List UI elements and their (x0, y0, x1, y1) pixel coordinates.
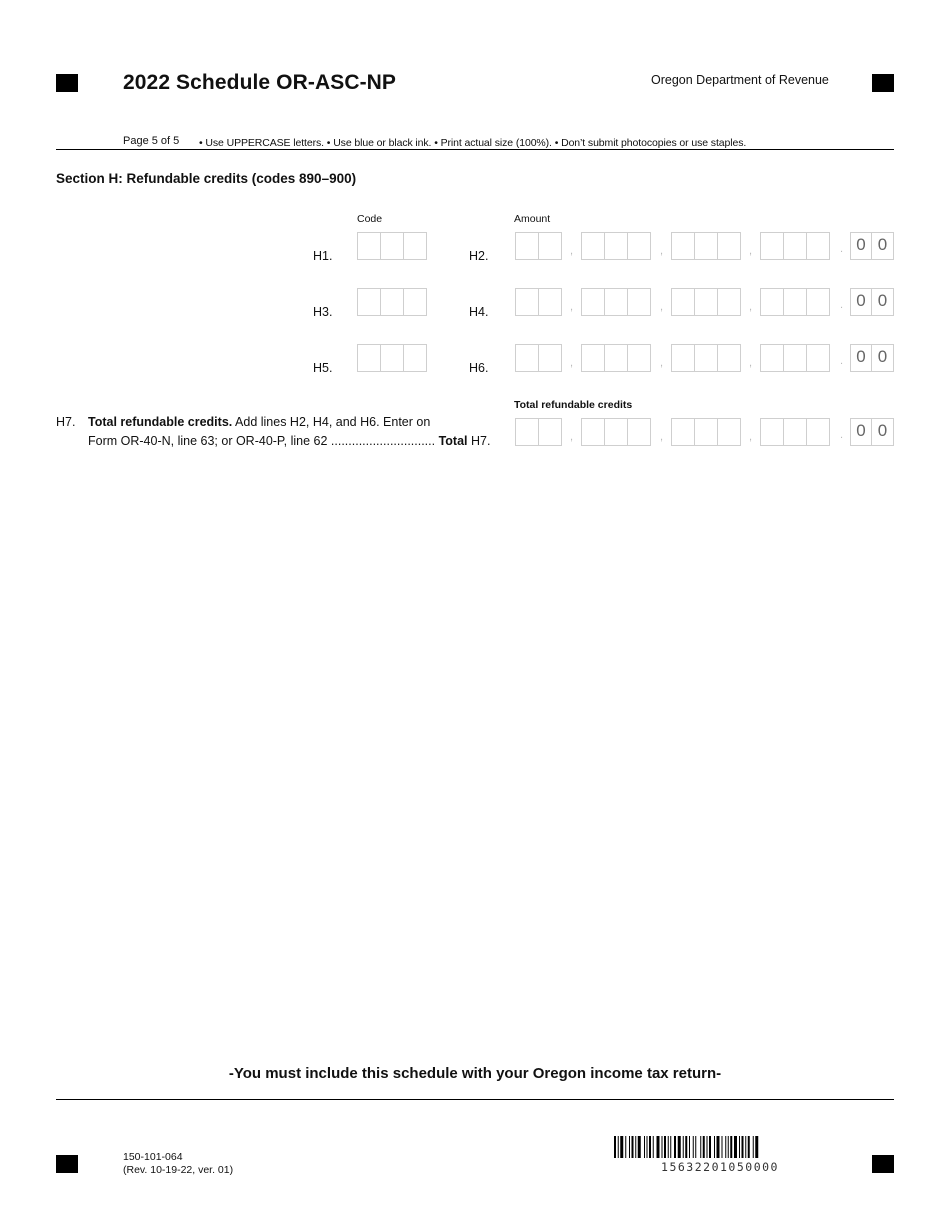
h7-total-bold: Total (438, 434, 468, 448)
barcode-bar (664, 1136, 666, 1158)
registration-mark-bottom-left (56, 1155, 78, 1173)
barcode-bar (745, 1136, 746, 1158)
barcode-bar (755, 1136, 758, 1158)
line-label-h7: H7. (56, 415, 76, 429)
barcode-bar (683, 1136, 684, 1158)
cents-digit: 0 (872, 344, 894, 372)
barcode-bar (632, 1136, 634, 1158)
barcode-bar (753, 1136, 754, 1158)
barcode-bar (734, 1136, 737, 1158)
amount-column-header: Amount (514, 213, 551, 225)
section-heading: Section H: Refundable credits (codes 890–900) (56, 171, 357, 186)
h7-text-line2: Form OR-40-N, line 63; or OR-40-P, line 62 .............................. (88, 434, 436, 448)
code-input-h5[interactable] (357, 344, 427, 372)
h7-total-label: H7. (467, 434, 491, 448)
cents-digit: 0 (872, 418, 894, 446)
barcode-bar (748, 1136, 750, 1158)
barcode-bar (730, 1136, 732, 1158)
line-label-h5: H5. (313, 361, 333, 375)
barcode-icon (614, 1136, 826, 1158)
barcode-bar (703, 1136, 705, 1158)
cents-digit: 0 (850, 344, 872, 372)
registration-mark-bottom-right (872, 1155, 894, 1173)
cents-digit: 0 (872, 232, 894, 260)
print-instructions: • Use UPPERCASE letters. • Use blue or black ink. • Print actual size (100%). • Don’t submit photocopies or use staples. (199, 137, 747, 149)
barcode-bar (653, 1136, 654, 1158)
agency-name: Oregon Department of Revenue (651, 73, 829, 87)
barcode-bar (614, 1136, 616, 1158)
barcode-bar (635, 1136, 636, 1158)
line-label-h4: H4. (469, 305, 489, 319)
barcode-bar (620, 1136, 623, 1158)
line-label-h1: H1. (313, 249, 333, 263)
barcode-bar (695, 1136, 696, 1158)
barcode-bar (742, 1136, 744, 1158)
cents-digit: 0 (872, 288, 894, 316)
line-label-h2: H2. (469, 249, 489, 263)
barcode-bar (647, 1136, 648, 1158)
barcode-bar (714, 1136, 715, 1158)
barcode-bar (662, 1136, 663, 1158)
total-box-header: Total refundable credits (514, 399, 633, 411)
barcode-bar (625, 1136, 626, 1158)
barcode-bar (670, 1136, 671, 1158)
barcode-bar (618, 1136, 619, 1158)
form-revision: (Rev. 10-19-22, ver. 01) (123, 1164, 234, 1176)
h7-description-line1 (88, 415, 430, 429)
barcode-bar (725, 1136, 726, 1158)
barcode-bar (707, 1136, 708, 1158)
line-label-h6: H6. (469, 361, 489, 375)
barcode-number: 15632201050000 (661, 1160, 779, 1174)
barcode-bar (739, 1136, 740, 1158)
barcode-bar (717, 1136, 720, 1158)
footer-rule (56, 1099, 894, 1100)
barcode-bar (668, 1136, 669, 1158)
barcode-bar (700, 1136, 701, 1158)
line-label-h3: H3. (313, 305, 333, 319)
h7-description-line2 (88, 434, 490, 448)
barcode-bar (644, 1136, 645, 1158)
registration-mark-top-left (56, 74, 78, 92)
footer-notice: -You must include this schedule with your Oregon income tax return- (228, 1065, 722, 1082)
cents-digit: 0 (850, 288, 872, 316)
registration-mark-top-right (872, 74, 894, 92)
barcode-bar (674, 1136, 676, 1158)
barcode-bar (722, 1136, 723, 1158)
barcode-bar (685, 1136, 687, 1158)
h7-bold-text: Total refundable credits. (88, 415, 233, 429)
barcode-bar (649, 1136, 651, 1158)
h7-text-line1: Add lines H2, H4, and H6. Enter on (232, 415, 431, 429)
form-title: 2022 Schedule OR-ASC-NP (123, 71, 397, 94)
code-input-h1[interactable] (357, 232, 427, 260)
header-rule (56, 149, 894, 150)
barcode-bar (689, 1136, 690, 1158)
barcode-bar (728, 1136, 729, 1158)
barcode-bar (678, 1136, 681, 1158)
cents-digit: 0 (850, 418, 872, 446)
cents-digit: 0 (850, 232, 872, 260)
barcode-bar (657, 1136, 660, 1158)
barcode-bar (629, 1136, 630, 1158)
barcode-bar (638, 1136, 641, 1158)
barcode-bar (709, 1136, 711, 1158)
form-number: 150-101-064 (123, 1151, 183, 1163)
code-column-header: Code (357, 213, 383, 225)
code-input-h3[interactable] (357, 288, 427, 316)
barcode-bar (693, 1136, 694, 1158)
form-number-block (123, 1151, 233, 1177)
page-info: Page 5 of 5 (123, 135, 180, 147)
